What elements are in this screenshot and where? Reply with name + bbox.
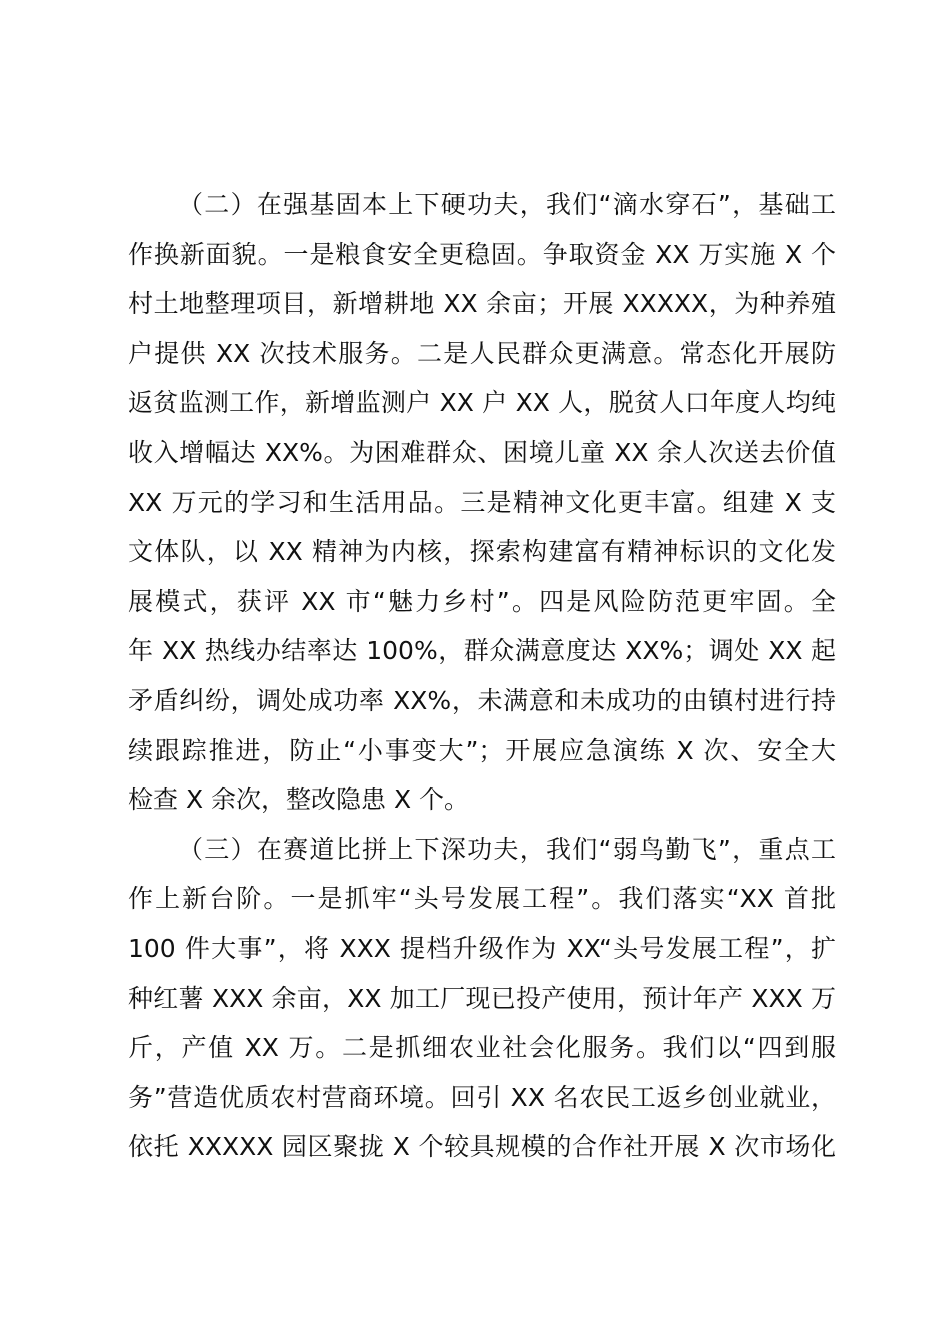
text-line: 续跟踪推进，防止“小事变大”；开展应急演练 X 次、安全大 xyxy=(128,735,836,765)
text-line: 村土地整理项目，新增耕地 XX 余亩；开展 XXXXX，为种养殖 xyxy=(128,289,836,319)
paragraph-2 xyxy=(128,180,836,825)
text-line: （三）在赛道比拼上下深功夫，我们“弱鸟勤飞”，重点工 xyxy=(178,834,836,864)
text-line: 年 XX 热线办结率达 100%，群众满意度达 XX%；调处 XX 起 xyxy=(128,636,836,666)
text-line: 检查 X 余次，整改隐患 X 个。 xyxy=(128,785,470,815)
text-line: 100 件大事”，将 XXX 提档升级作为 XX“头号发展工程”，扩 xyxy=(128,933,836,963)
document-body xyxy=(128,180,836,1172)
text-line: 收入增幅达 XX%。为困难群众、困境儿童 XX 余人次送去价值 xyxy=(128,437,836,467)
text-line: 文体队，以 XX 精神为内核，探索构建富有精神标识的文化发 xyxy=(128,537,836,567)
text-line: 务”营造优质农村营商环境。回引 XX 名农民工返乡创业就业， xyxy=(128,1082,836,1112)
text-line: 斤，产值 XX 万。二是抓细农业社会化服务。我们以“四到服 xyxy=(128,1033,836,1063)
text-line: 依托 XXXXX 园区聚拢 X 个较具规模的合作社开展 X 次市场化 xyxy=(128,1132,836,1162)
text-line: 作上新台阶。一是抓牢“头号发展工程”。我们落实“XX 首批 xyxy=(128,884,836,914)
text-line: 作换新面貌。一是粮食安全更稳固。争取资金 XX 万实施 X 个 xyxy=(128,239,836,269)
text-line: （二）在强基固本上下硬功夫，我们“滴水穿石”，基础工 xyxy=(178,190,836,219)
text-line: 展模式，获评 XX 市“魅力乡村”。四是风险防范更牢固。全 xyxy=(128,586,836,616)
paragraph-3 xyxy=(128,825,836,1172)
text-line: 矛盾纠纷，调处成功率 XX%，未满意和未成功的由镇村进行持 xyxy=(128,685,836,715)
text-line: 种红薯 XXX 余亩，XX 加工厂现已投产使用，预计年产 XXX 万 xyxy=(128,983,836,1013)
text-line: 返贫监测工作，新增监测户 XX 户 XX 人，脱贫人口年度人均纯 xyxy=(128,388,836,418)
text-line: 户提供 XX 次技术服务。二是人民群众更满意。常态化开展防 xyxy=(128,338,836,368)
text-line: XX 万元的学习和生活用品。三是精神文化更丰富。组建 X 支 xyxy=(128,487,836,517)
